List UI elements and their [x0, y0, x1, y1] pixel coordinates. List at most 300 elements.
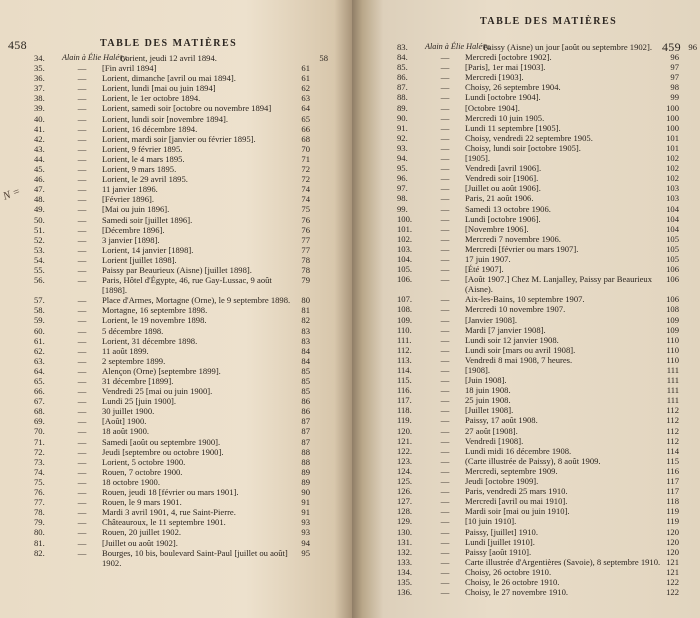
toc-entry [34, 255, 324, 265]
entry-number: 91. [397, 122, 408, 133]
entry-title: Mardi 3 avril 1901, 4, rue Saint-Pierre. [102, 507, 236, 518]
toc-entry [34, 406, 324, 416]
entry-title: [10 juin 1910]. [465, 516, 517, 527]
toc-entry [34, 73, 324, 83]
entry-title: Lorient, le 29 avril 1895. [102, 174, 188, 185]
entry-page: 63 [301, 93, 310, 104]
entry-page: 101 [666, 142, 679, 153]
entry-title: Lorient, 31 décembre 1898. [102, 335, 198, 346]
ditto-dash: — [440, 253, 450, 264]
ditto-dash: — [77, 174, 87, 185]
entry-title: Paissy par Beaurieux (Aisne) [juillet 1898]. [102, 264, 252, 275]
entry-number: 65. [34, 376, 45, 386]
running-head-right: TABLE DES MATIÈRES [480, 16, 618, 27]
entry-number: 133. [397, 556, 413, 567]
ditto-dash: — [77, 204, 87, 215]
entry-title: Rouen, 20 juillet 1902. [102, 527, 182, 538]
entry-title: Lundi [octobre 1906]. [465, 213, 541, 224]
entry-title: Samedi soir [juillet 1896]. [102, 214, 193, 225]
toc-entry [397, 254, 695, 264]
entry-title: Paris, vendredi 25 mars 1910. [465, 486, 568, 497]
entry-title: [Octobre 1904]. [465, 102, 520, 113]
entry-page: 75 [301, 204, 310, 215]
entry-page: 85 [301, 386, 310, 397]
entry-title: Choisy, vendredi 22 septembre 1905. [465, 132, 593, 143]
entry-title: Lorient [juillet 1898]. [102, 254, 177, 265]
entry-number: 48. [34, 194, 45, 205]
entry-title: Mercredi 10 novembre 1907. [465, 304, 566, 315]
toc-entry [397, 143, 695, 153]
entry-number: 122. [397, 445, 413, 456]
ditto-dash: — [77, 507, 87, 518]
toc-entry [34, 245, 324, 255]
entry-number: 124. [397, 465, 413, 476]
entry-number: 126. [397, 486, 413, 497]
entry-number: 46. [34, 174, 45, 185]
ditto-dash: — [440, 486, 450, 497]
entry-number: 55. [34, 264, 45, 275]
entry-number: 64. [34, 365, 45, 376]
entry-number: 93. [397, 142, 408, 153]
toc-entry [34, 447, 324, 457]
entry-page: 83 [301, 335, 310, 346]
toc-entry [397, 486, 695, 496]
entry-number: 39. [34, 103, 45, 114]
entry-page: 111 [666, 385, 679, 396]
toc-entry [34, 336, 324, 346]
entry-title: 5 décembre 1898. [102, 325, 164, 336]
toc-entry [34, 487, 324, 497]
entry-page: 94 [301, 537, 310, 548]
entry-title: Rouen, 7 octobre 1900. [102, 466, 183, 477]
toc-entry [397, 294, 695, 304]
toc-entry [34, 386, 324, 396]
entry-title: Choisy, 26 octobre 1910. [465, 566, 552, 577]
entry-title: Jeudi [septembre ou octobre 1900]. [102, 446, 224, 457]
ditto-dash: — [440, 587, 450, 598]
entry-page: 111 [666, 365, 679, 375]
entry-title: Rouen, jeudi 18 [février ou mars 1901]. [102, 487, 239, 498]
ditto-dash: — [440, 213, 450, 224]
entry-page: 112 [666, 435, 679, 446]
ditto-dash: — [440, 556, 450, 567]
entry-title: Vendredi 25 [mai ou juin 1900]. [102, 386, 213, 397]
entry-title: (Carte illustrée de Paissy), 8 août 1909. [465, 455, 601, 466]
ditto-dash: — [440, 193, 450, 204]
entry-title: [1905]. [465, 153, 491, 164]
entry-number: 90. [397, 112, 408, 123]
entry-title: 31 décembre [1899]. [102, 376, 174, 386]
ditto-dash: — [77, 73, 87, 84]
ditto-dash: — [77, 497, 87, 508]
ditto-dash: — [77, 143, 87, 154]
entry-number: 51. [34, 224, 45, 235]
entry-title: Lorient, mardi soir [janvier ou février 1895]. [102, 133, 256, 144]
entry-page: 112 [666, 415, 679, 426]
entry-number: 116. [397, 385, 412, 396]
entry-page: 103 [666, 193, 679, 204]
ditto-dash: — [440, 102, 450, 113]
entry-number: 119. [397, 415, 412, 426]
ditto-dash: — [440, 425, 450, 436]
entry-number: 100. [397, 213, 413, 224]
entry-page: 61 [301, 63, 310, 74]
entry-title: Paissy, [juillet] 1910. [465, 526, 538, 537]
entry-page: 104 [666, 223, 679, 234]
entry-title: Paissy (Aisne) un jour [août ou septembre 1902]. [483, 42, 652, 52]
entry-page: 110 [666, 344, 679, 355]
entry-page: 81 [301, 305, 310, 316]
entry-page: 116 [666, 465, 679, 476]
toc-entry [34, 467, 324, 477]
entry-number: 104. [397, 253, 413, 264]
ditto-dash: — [440, 122, 450, 133]
entry-number: 63. [34, 355, 45, 366]
entry-number: 73. [34, 456, 45, 467]
entry-number: 95. [397, 163, 408, 174]
ditto-dash: — [77, 527, 87, 538]
entry-number: 88. [397, 92, 408, 103]
entry-page: 112 [666, 425, 679, 436]
ditto-dash: — [440, 375, 450, 386]
entry-number: 101. [397, 223, 413, 234]
entry-title: Paris, Hôtel d'Égypte, 46, rue Gay-Lussac, 9 août [1898]. [102, 275, 272, 296]
entry-number: 82. [34, 547, 45, 558]
entry-number: 136. [397, 587, 413, 598]
toc-entry [397, 527, 695, 537]
entry-title: Mardi [7 janvier 1908]. [465, 324, 546, 335]
ditto-dash: — [440, 526, 450, 537]
entry-number: 71. [34, 436, 45, 447]
entry-page: 121 [666, 566, 679, 577]
entry-title: [Décembre 1896]. [102, 224, 165, 235]
entry-page: 71 [301, 153, 310, 164]
entry-number: 85. [397, 62, 408, 73]
entry-title: 11 janvier 1896. [102, 184, 158, 195]
entry-page: 83 [301, 325, 310, 336]
entry-page: 104 [666, 213, 679, 224]
entry-title: Vendredi 8 mai 1908, 7 heures. [465, 354, 573, 365]
entry-number: 84. [397, 52, 408, 63]
entry-page: 102 [666, 153, 679, 164]
toc-entry [34, 548, 324, 568]
entry-page: 106 [666, 294, 679, 305]
toc-entry [397, 315, 695, 325]
entry-page: 93 [301, 517, 310, 528]
entry-page: 100 [666, 102, 679, 113]
ditto-dash: — [440, 264, 450, 275]
entry-page: 77 [301, 234, 310, 245]
ditto-dash: — [77, 295, 87, 306]
entry-number: 121. [397, 435, 413, 446]
toc-entry [34, 527, 324, 537]
entry-title: Lorient, le 1er octobre 1894. [102, 93, 201, 104]
ditto-dash: — [440, 72, 450, 83]
toc-entry [397, 496, 695, 506]
entry-title: Lorient, lundi soir [novembre 1894]. [102, 113, 229, 124]
entry-title: Choisy, 26 septembre 1904. [465, 82, 561, 93]
entry-page: 103 [666, 183, 679, 194]
toc-list-right [397, 42, 695, 597]
entry-title: [Juillet ou août 1906]. [465, 183, 541, 194]
toc-entry [397, 274, 695, 294]
toc-entry [34, 366, 324, 376]
entry-number: 36. [34, 73, 45, 84]
ditto-dash: — [77, 476, 87, 487]
ditto-dash: — [440, 324, 450, 335]
toc-entry [397, 133, 695, 143]
ditto-dash: — [440, 465, 450, 476]
entry-number: 78. [34, 507, 45, 518]
entry-title: [Paris], 1er mai [1903]. [465, 62, 546, 73]
entry-number: 97. [397, 183, 408, 194]
toc-entry [397, 456, 695, 466]
entry-page: 91 [301, 497, 310, 508]
toc-list-left [34, 53, 328, 568]
toc-entry [397, 426, 695, 436]
entry-page: 87 [301, 416, 310, 427]
entry-number: 117. [397, 395, 412, 406]
entry-page: 85 [301, 376, 310, 386]
toc-entry [34, 477, 324, 487]
ditto-dash: — [77, 133, 87, 144]
toc-entry [397, 557, 695, 567]
toc-entry [397, 153, 695, 163]
entry-number: 131. [397, 536, 413, 547]
toc-entry [34, 305, 324, 315]
entry-number: 44. [34, 153, 45, 164]
ditto-dash: — [440, 142, 450, 153]
ditto-dash: — [77, 164, 87, 175]
toc-entry [397, 375, 695, 385]
ditto-dash: — [77, 456, 87, 467]
entry-title: Place d'Armes, Mortagne (Orne), le 9 septembre 1898. [102, 295, 291, 306]
ditto-dash: — [77, 214, 87, 225]
entry-number: 72. [34, 446, 45, 457]
ditto-dash: — [440, 566, 450, 577]
ditto-dash: — [440, 52, 450, 63]
ditto-dash: — [440, 506, 450, 517]
entry-page: 110 [666, 334, 679, 345]
ditto-dash: — [77, 376, 87, 386]
entry-page: 95 [301, 547, 310, 558]
entry-page: 117 [666, 476, 679, 487]
entry-title: Jeudi [octobre 1909]. [465, 476, 539, 487]
entry-title: Mercredi 7 novembre 1906. [465, 233, 561, 244]
entry-title: Carte illustrée d'Argentières (Savoie), 8 septembre 1910. [465, 556, 661, 567]
toc-entry [34, 114, 324, 124]
ditto-dash: — [77, 345, 87, 356]
entry-title: Vendredi soir [1906]. [465, 173, 539, 184]
entry-page: 97 [670, 72, 679, 83]
ditto-dash: — [77, 113, 87, 124]
ditto-dash: — [77, 426, 87, 437]
ditto-dash: — [440, 476, 450, 487]
entry-page: 120 [666, 526, 679, 537]
entry-page: 76 [301, 214, 310, 225]
entry-number: 49. [34, 204, 45, 215]
entry-title: [Août 1907.] Chez M. Lanjalley, Paissy par Beaurieux (Aisne). [465, 274, 653, 295]
toc-entry [397, 52, 695, 62]
entry-title: [Juin 1908]. [465, 375, 507, 386]
entry-page: 84 [301, 355, 310, 366]
entry-page: 105 [666, 253, 679, 264]
entry-title: Lorient, samedi soir [octobre ou novembre 1894] [102, 103, 272, 114]
ditto-dash: — [77, 466, 87, 477]
entry-number: 86. [397, 72, 408, 83]
entry-number: 45. [34, 164, 45, 175]
toc-entry [397, 345, 695, 355]
entry-title: 27 août [1908]. [465, 425, 518, 436]
entry-page: 66 [301, 123, 310, 134]
entry-page: 58 [319, 53, 328, 63]
entry-number: 112. [397, 344, 412, 355]
entry-title: 11 août 1899. [102, 345, 149, 356]
toc-entry [397, 405, 695, 415]
entry-title: Mortagne, 16 septembre 1898. [102, 305, 208, 316]
entry-title: 30 juillet 1900. [102, 406, 155, 417]
entry-title: Lorient, 16 décembre 1894. [102, 123, 198, 134]
entry-number: 96. [397, 173, 408, 184]
entry-page: 72 [301, 174, 310, 185]
ditto-dash: — [440, 173, 450, 184]
toc-entry [397, 355, 695, 365]
toc-entry [34, 124, 324, 134]
toc-entry [397, 264, 695, 274]
toc-entry [397, 92, 695, 102]
entry-title: Lorient, jeudi 12 avril 1894. [120, 53, 217, 63]
entry-title: Rouen, le 9 mars 1901. [102, 497, 182, 508]
page-number-left: 458 [8, 38, 27, 52]
entry-page: 99 [670, 92, 679, 103]
entry-number: 111. [397, 334, 412, 345]
toc-entry [397, 436, 695, 446]
entry-page: 118 [666, 496, 679, 507]
entry-number: 35. [34, 63, 45, 74]
entry-title: Choisy, le 27 novembre 1910. [465, 587, 569, 598]
entry-number: 118. [397, 405, 412, 416]
ditto-dash: — [440, 243, 450, 254]
entry-number: 40. [34, 113, 45, 124]
entry-title: Lundi [octobre 1904]. [465, 92, 541, 103]
toc-entry [397, 537, 695, 547]
ditto-dash: — [440, 496, 450, 507]
entry-title: Vendredi [avril 1906]. [465, 163, 542, 174]
toc-entry [397, 516, 695, 526]
ditto-dash: — [77, 335, 87, 346]
ditto-dash: — [440, 223, 450, 234]
entry-title: Mercredi, septembre 1909. [465, 465, 558, 476]
entry-page: 88 [301, 446, 310, 457]
entry-title: 3 janvier [1898]. [102, 234, 160, 245]
entry-page: 96 [688, 42, 697, 52]
ditto-dash: — [440, 163, 450, 174]
ditto-dash: — [440, 203, 450, 214]
entry-title: [Février 1896]. [102, 194, 155, 205]
toc-entry [397, 415, 695, 425]
ditto-dash: — [77, 103, 87, 114]
entry-title: Aix-les-Bains, 10 septembre 1907. [465, 294, 585, 305]
entry-number: 102. [397, 233, 413, 244]
toc-entry [397, 234, 695, 244]
entry-number: 37. [34, 83, 45, 94]
ditto-dash: — [440, 516, 450, 527]
entry-number: 135. [397, 576, 413, 587]
entry-title: Lundi [juillet 1910]. [465, 536, 535, 547]
entry-number: 70. [34, 426, 45, 437]
entry-number: 68. [34, 406, 45, 417]
entry-page: 109 [666, 314, 679, 325]
entry-page: 101 [666, 132, 679, 143]
entry-title: 18 juin 1908. [465, 385, 511, 396]
ditto-dash: — [440, 435, 450, 446]
entry-title: Mardi soir [mai ou juin 1910]. [465, 506, 570, 517]
entry-page: 109 [666, 324, 679, 335]
entry-number: 75. [34, 476, 45, 487]
ditto-dash: — [77, 275, 87, 286]
entry-page: 68 [301, 133, 310, 144]
entry-number: 106. [397, 274, 413, 285]
entry-page: 122 [666, 576, 679, 587]
ditto-dash: — [77, 93, 87, 104]
toc-entry [397, 204, 695, 214]
entry-number: 109. [397, 314, 413, 325]
toc-entry [34, 174, 324, 184]
entry-page: 122 [666, 587, 679, 598]
entry-number: 108. [397, 304, 413, 315]
ditto-dash: — [440, 92, 450, 103]
entry-number: 110. [397, 324, 412, 335]
entry-title: Châteauroux, le 11 septembre 1901. [102, 517, 226, 528]
toc-entry [397, 103, 695, 113]
entry-page: 79 [301, 275, 310, 286]
ditto-dash: — [440, 112, 450, 123]
toc-entry [397, 123, 695, 133]
entry-page: 112 [666, 405, 679, 416]
entry-title: Paris, 21 août 1906. [465, 193, 534, 204]
entry-title: [Mai ou juin 1896]. [102, 204, 170, 215]
toc-entry [397, 547, 695, 557]
entry-title: [Janvier 1908]. [465, 314, 518, 325]
entry-page: 80 [301, 295, 310, 306]
toc-entry [34, 437, 324, 447]
entry-title: [1908]. [465, 365, 491, 375]
entry-number: 130. [397, 526, 413, 537]
entry-number: 80. [34, 527, 45, 538]
entry-page: 89 [301, 476, 310, 487]
entry-title: Lorient, dimanche [avril ou mai 1894]. [102, 73, 236, 84]
ditto-dash: — [77, 63, 87, 74]
toc-entry [397, 335, 695, 345]
entry-number: 74. [34, 466, 45, 477]
ditto-dash: — [77, 234, 87, 245]
entry-number: 115. [397, 375, 412, 386]
toc-entry [397, 163, 695, 173]
entry-title: Vendredi [1908]. [465, 435, 524, 446]
entry-number: 94. [397, 153, 408, 164]
toc-entry [397, 567, 695, 577]
toc-entry [34, 194, 324, 204]
ditto-dash: — [440, 576, 450, 587]
entry-title: [Juillet 1908]. [465, 405, 514, 416]
entry-title: Alençon (Orne) [septembre 1899]. [102, 365, 221, 376]
toc-entry [34, 396, 324, 406]
entry-number: 98. [397, 193, 408, 204]
ditto-dash: — [77, 547, 87, 558]
toc-entry [397, 325, 695, 335]
toc-entry [397, 577, 695, 587]
entry-number: 79. [34, 517, 45, 528]
